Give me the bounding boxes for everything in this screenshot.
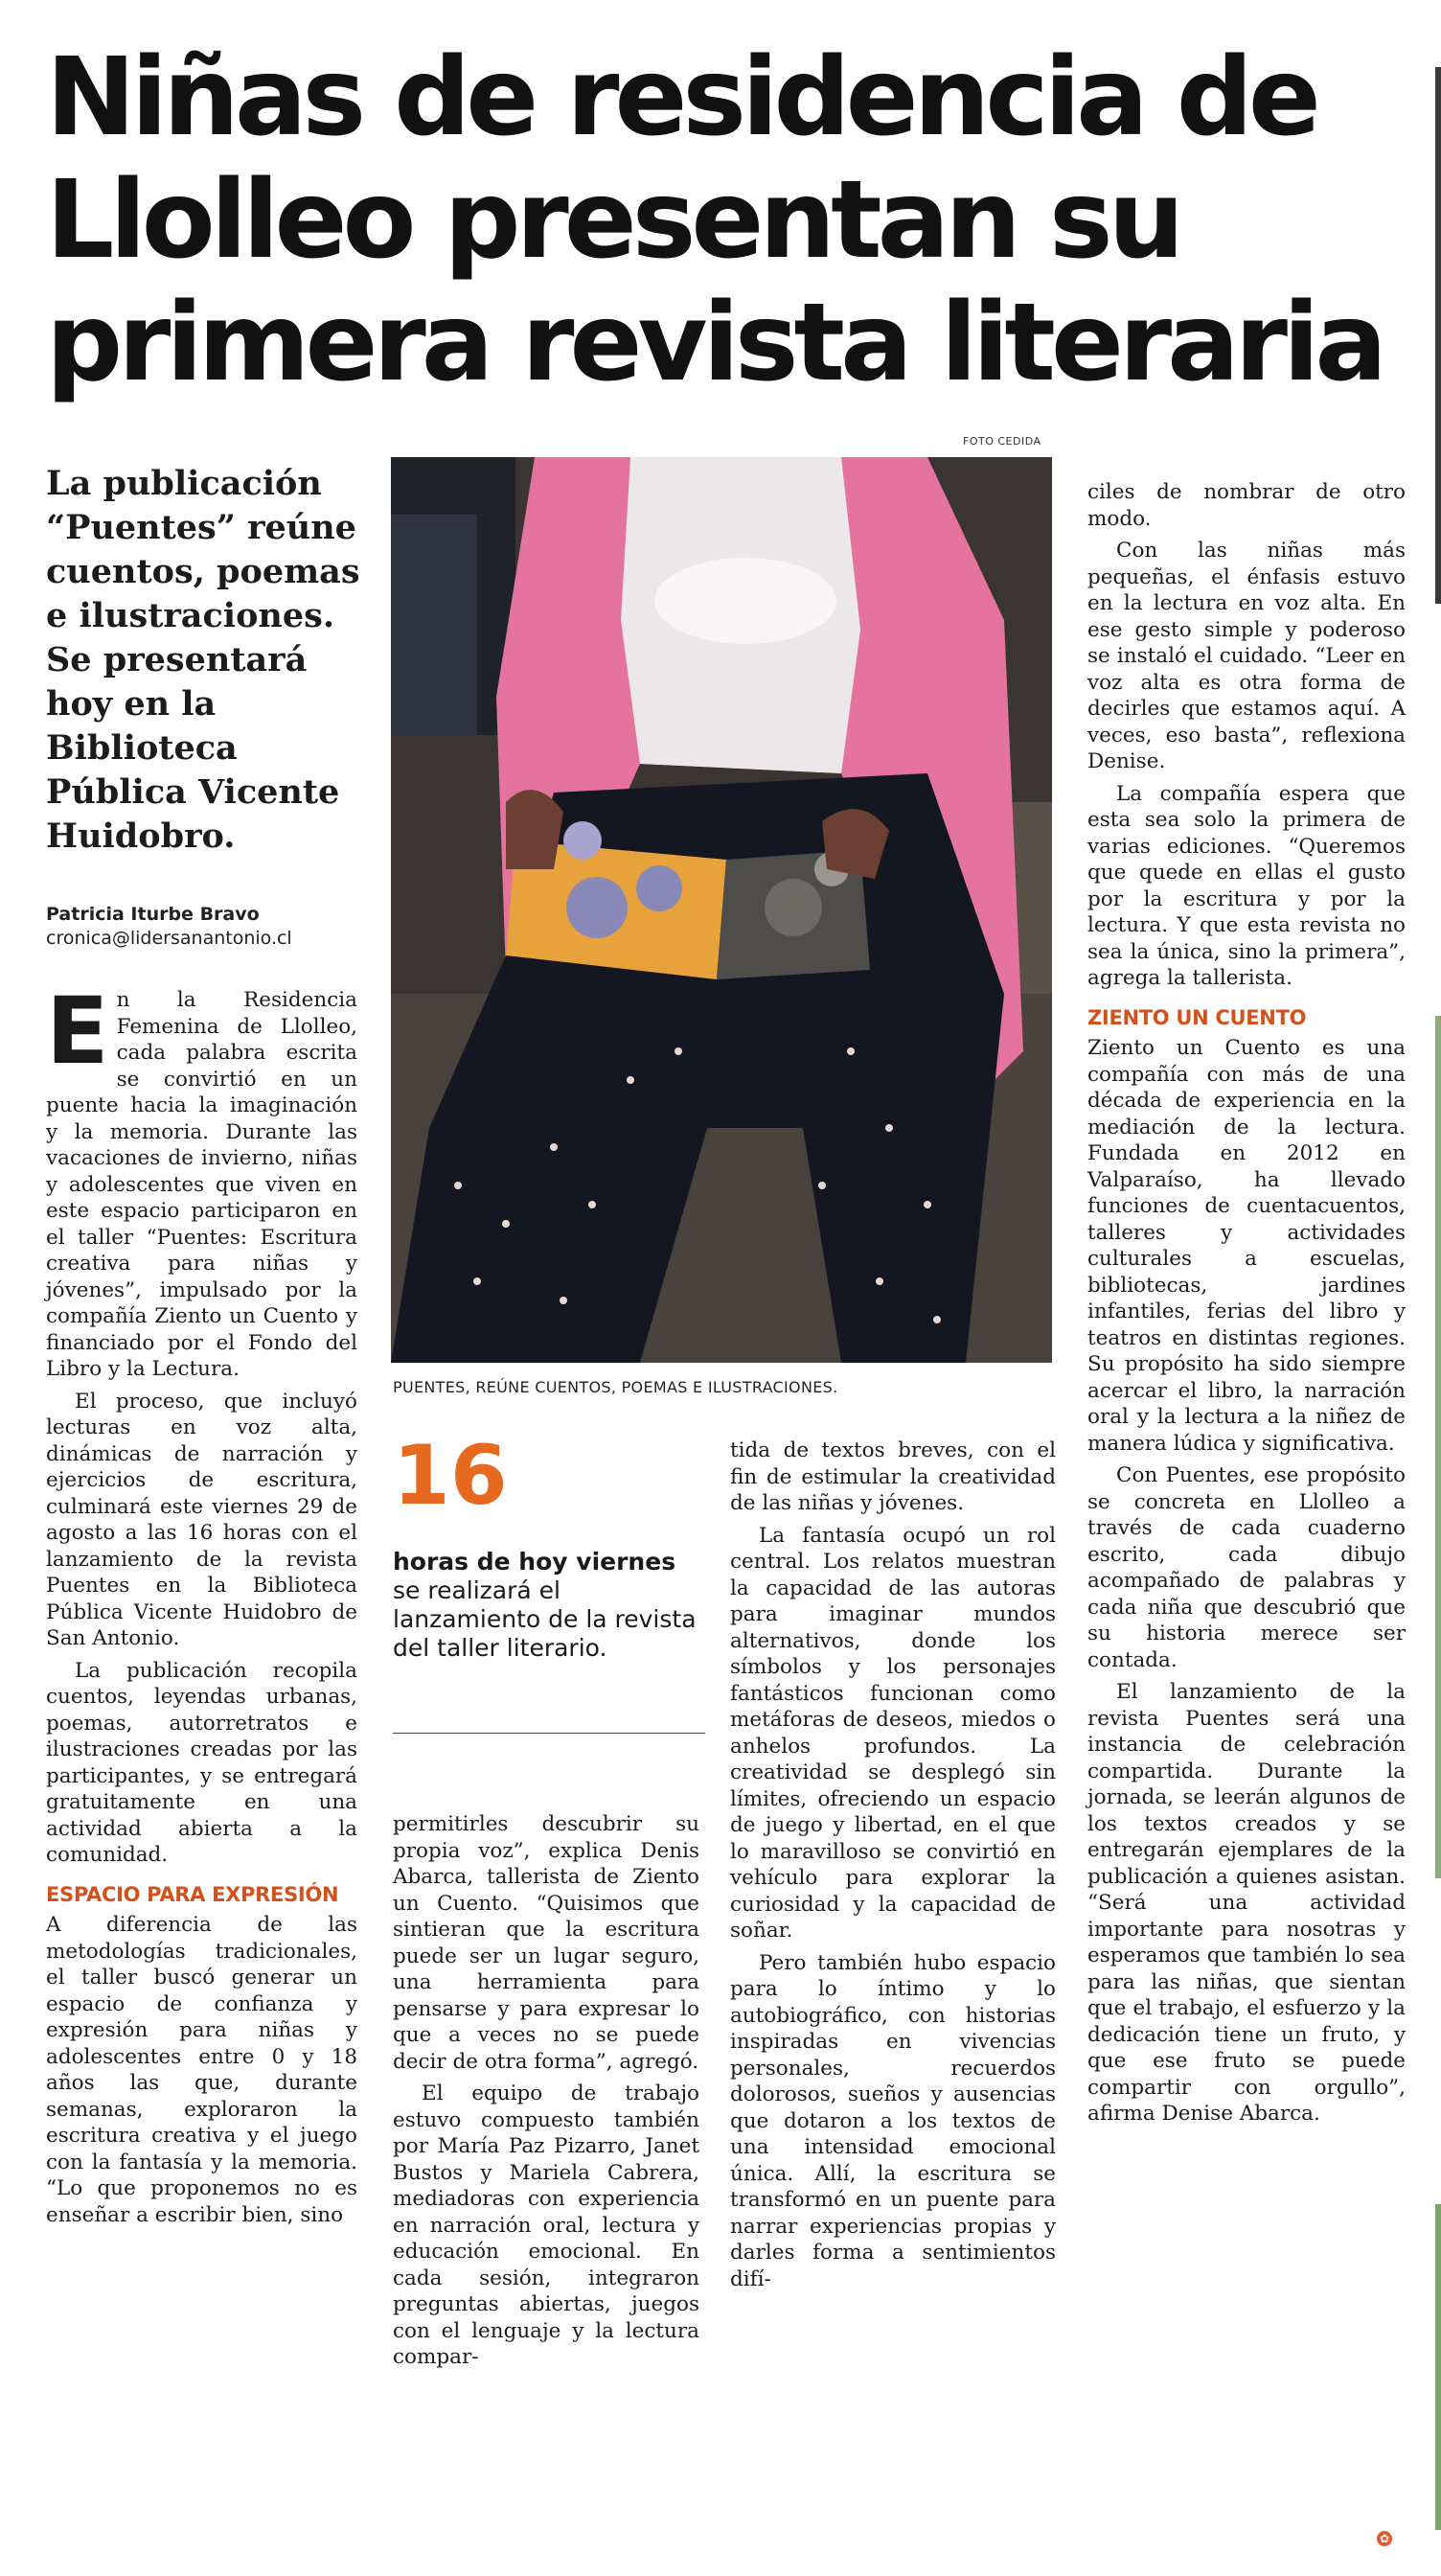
paragraph: El proceso, que incluyó lecturas en voz alta, dinámicas de narración y ejercicios de escritura, culminará este viernes 29 de agosto a las 16 horas con el lanzamiento de la revista Puentes en la Biblioteca Pública Vicente Huidobro de San Antonio.	[46, 1389, 357, 1650]
paragraph: El equipo de trabajo estuvo compuesto también por María Paz Pizarro, Janet Bustos y Mariela Cabrera, mediadoras con experiencia en narración oral, lectura y educación emocional. En cada sesión, integraron preguntas abiertas, juegos con el lenguaje y la lectura compar-	[393, 2082, 699, 2369]
paragraph: A diferencia de las metodologías tradicionales, el taller buscó generar un espacio de confianza y expresión para niñas y adolescentes entre 0 y 18 años las que, durante semanas, exploraron la escritura creativa y el juego con la fantasía y la memoria. “Lo que proponemos no es enseñar a escribir bien, sino	[46, 1913, 357, 2227]
adjacent-color-edge	[1435, 1016, 1441, 1878]
paragraph: tida de textos breves, con el fin de estimular la creatividad de las niñas y jóvenes.	[730, 1438, 1056, 1515]
paragraph: La compañía espera que esta sea solo la primera de varias ediciones. “Queremos que quede en ellas el gusto por la escritura y por la lectura. Y que esta revista no sea la única, sino la primera”, agrega la tallerista.	[1087, 781, 1406, 990]
body-column-1	[46, 978, 357, 2234]
deck-line: cuentos, poemas	[46, 552, 360, 591]
drop-cap: E	[46, 978, 109, 1085]
highlight-text: horas de hoy viernes se realizará el lanzamiento de la revista del taller literario.	[393, 1548, 697, 1662]
paragraph: ciles de nombrar de otro modo.	[1087, 480, 1406, 531]
byline	[46, 903, 292, 951]
paragraph: La publicación recopila cuentos, leyendas urbanas, poemas, autorretratos e ilustraciones creadas por las participantes, y se entregará gratuitamente en una actividad abierta a la comunidad.	[46, 1658, 357, 1867]
adjacent-photo-edge	[1435, 67, 1441, 604]
photo-caption: PUENTES, REÚNE CUENTOS, POEMAS E ILUSTRACIONES.	[393, 1378, 838, 1396]
paragraph: La fantasía ocupó un rol central. Los relatos muestran la capacidad de las autoras para imaginar mundos alternativos, donde los símbolos y los personajes fantásticos funcionan como metáforas de deseos, miedos o anhelos profundos. La creatividad se desplegó sin límites, ofreciendo un espacio de juego y libertad, en el que lo maravilloso se convirtió en vehículo para explorar la curiosidad y la capacidad de soñar.	[730, 1523, 1056, 1943]
adjacent-color-edge-2	[1435, 2204, 1441, 2530]
photo-credit: FOTO CEDIDA	[963, 435, 1041, 448]
headline-line-2: Llolleo presentan su	[46, 158, 1180, 283]
photo-illustration	[391, 457, 1052, 1363]
deck-line: hoy en la	[46, 684, 217, 724]
deck-line: La publicación	[46, 464, 322, 503]
subhead-espacio: ESPACIO PARA EXPRESIÓN	[46, 1882, 339, 1906]
deck-line: Pública Vicente	[46, 772, 340, 812]
body-column-3	[730, 1438, 1056, 2298]
deck-line: Se presentará	[46, 640, 308, 679]
deck-line: Biblioteca	[46, 728, 238, 768]
headline-line-3: primera revista literaria	[46, 281, 1383, 405]
headline	[46, 35, 1383, 405]
paragraph: Pero también hubo espacio para lo íntimo y lo autobiográfico, con historias inspiradas en vivencias personales, recuerdos dolorosos, sueños y ausencias que dotaron a los textos de una intensidad emocional única. Allí, la escritura se transformó en un puente para narrar experiencias propias y darles forma a sentimientos difí-	[730, 1950, 1056, 2291]
paragraph: En la Residencia Femenina de Llolleo, cada palabra escrita se convirtió en un puente hacia la imaginación y la memoria. Durante las vacaciones de invierno, niñas y adolescentes que viven en este espacio participaron en el taller “Puentes: Escritura creativa para niñas y jóvenes”, impulsado por la compañía Ziento un Cuento y financiado por el Fondo del Libro y la Lectura.	[46, 978, 357, 1381]
adjacent-page-strip	[1416, 0, 1441, 2576]
paragraph: Con Puentes, ese propósito se concreta en Llolleo a través de cada cuaderno escrito, cada dibujo acompañado de palabras y cada niña que descubrió que su historia merece ser contada.	[1087, 1463, 1406, 1672]
end-mark-icon: ✿	[1377, 2531, 1392, 2546]
author-email: cronica@lidersanantonio.cl	[46, 928, 292, 949]
deck-line: e ilustraciones.	[46, 596, 335, 635]
paragraph: permitirles descubrir su propia voz”, explica Denis Abarca, tallerista de Ziento un Cuento. “Quisimos que sintieran que la escritura puede ser un lugar seguro, una herramienta para pensarse y para expresar lo que a veces no se puede decir de otra forma”, agregó.	[393, 1812, 699, 2074]
body-column-4	[1087, 479, 1406, 2133]
deck-line: Huidobro.	[46, 816, 236, 856]
deck	[46, 462, 360, 859]
author-name: Patricia Iturbe Bravo	[46, 904, 260, 925]
article-photo	[391, 457, 1052, 1363]
highlight-lead: horas de hoy viernes	[393, 1548, 676, 1576]
deck-line: “Puentes” reúne	[46, 508, 356, 547]
subhead-ziento: ZIENTO UN CUENTO	[1087, 1005, 1307, 1029]
paragraph: Con las niñas más pequeñas, el énfasis estuvo en la lectura en voz alta. En ese gesto simple y poderoso se instaló el cuidado. “Leer en voz alta es otra forma de decirles que estamos aquí. A veces, eso basta”, reflexiona Denise.	[1087, 539, 1406, 773]
body-column-2	[393, 1811, 699, 2377]
divider	[393, 1733, 705, 1734]
paragraph: El lanzamiento de la revista Puentes será una instancia de celebración compartida. Durante la jornada, se leerán algunos de los textos creados y se entregarán ejemplares de la publicación a quienes asistan. “Será una actividad importante para nosotras y esperamos que también lo sea para las niñas, que sientan que el trabajo, el esfuerzo y la dedicación tiene un fruto, y que ese fruto se puede compartir con orgullo”, afirma Denise Abarca.	[1087, 1680, 1406, 2126]
headline-line-1: Niñas de residencia de	[46, 35, 1316, 160]
highlight-number: 16	[393, 1428, 508, 1524]
paragraph: Ziento un Cuento es una compañía con más de una década de experiencia en la mediación de la lectura. Fundada en 2012 en Valparaíso, ha llevado funciones de cuentacuentos, talleres y actividades culturales a escuelas, bibliotecas, jardines infantiles, ferias del libro y teatros en distintas regiones. Su propósito ha sido siempre acercar el libro, la narración oral y la lectura a la niñez de manera lúdica y significativa.	[1087, 1036, 1406, 1456]
